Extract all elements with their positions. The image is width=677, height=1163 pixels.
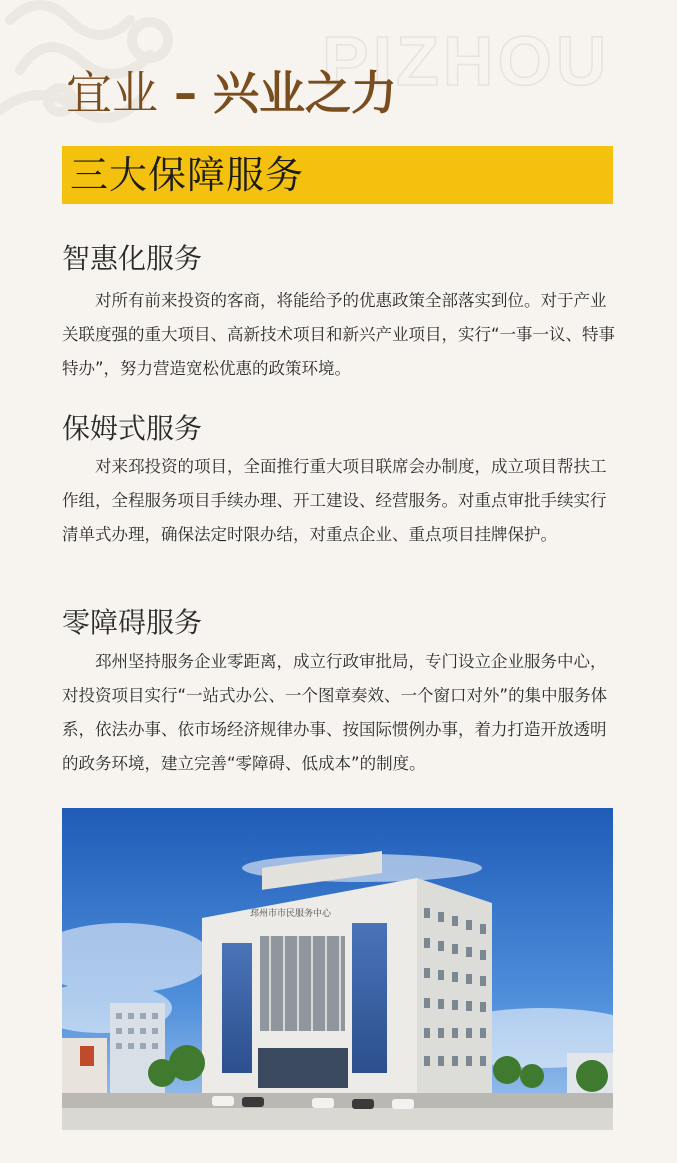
pizhou-watermark: PIZHOU [322,22,611,100]
section-title-barrier-free-service: 零障碍服务 [62,606,203,639]
building-sign: 邳州市市民服务中心 [250,909,332,919]
title-dash: – [158,66,214,120]
page-title [66,66,398,120]
section-banner [62,146,613,204]
banner-text: 三大保障服务 [70,153,305,197]
title-right: 兴业之力 [213,66,398,120]
section-body-smart-service: 对所有前来投资的客商，将能给予的优惠政策全部落实到位。对于产业关联度强的重大项目、高新技术项目和新兴产业项目，实行“一事一议、特事特办”，努力营造宽松优惠的政策环境。 [62,291,616,378]
section-title-nanny-service: 保姆式服务 [62,412,203,445]
section-body-barrier-free-service: 邳州坚持服务企业零距离，成立行政审批局，专门设立企业服务中心，对投资项目实行“一站式办公、一个图章奏效、一个窗口对外”的集中服务体系，依法办事、依市场经济规律办事、按国际惯例办事，着力打造开放透明的政务环境，建立完善“零障碍、低成本”的制度。 [62,652,608,773]
government-building-photo [62,808,613,1130]
section-body-nanny-service: 对来邳投资的项目，全面推行重大项目联席会办制度，成立项目帮扶工作组，全程服务项目手续办理、开工建设、经营服务。对重点审批手续实行清单式办理，确保法定时限办结，对重点企业、重点项目挂牌保护。 [62,457,607,544]
title-left: 宜业 [66,66,158,120]
section-title-smart-service: 智惠化服务 [62,242,203,275]
